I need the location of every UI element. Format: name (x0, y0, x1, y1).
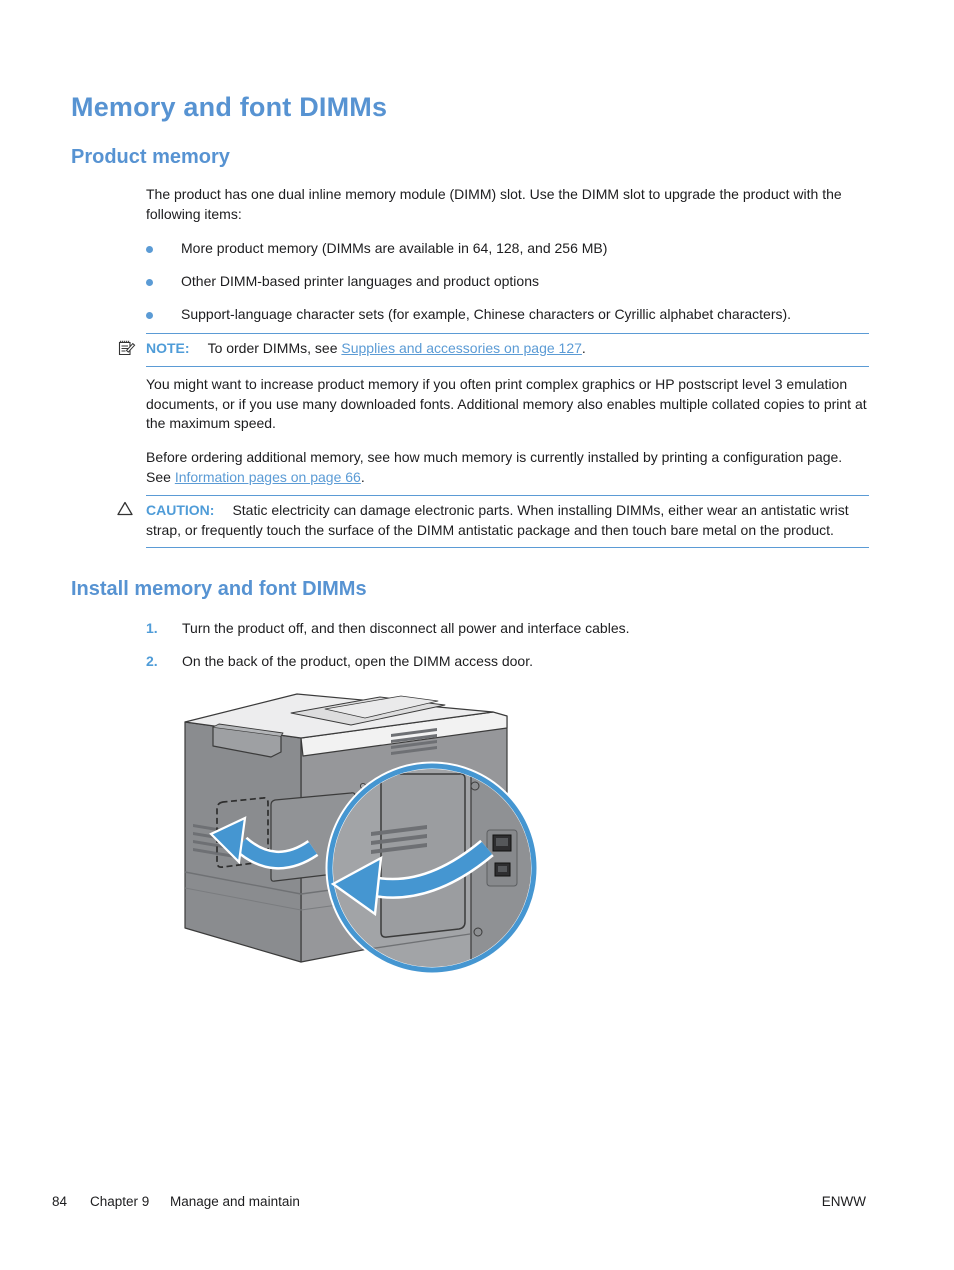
intro-paragraph: The product has one dual inline memory module (DIMM) slot. Use the DIMM slot to upgrade the product with the following items: (146, 186, 842, 222)
footer-page-number: 84 (52, 1194, 68, 1209)
footer-enww-label: ENWW (821, 1194, 866, 1209)
caution-label: CAUTION: (146, 502, 215, 518)
caution-triangle-icon (117, 501, 133, 522)
bullet-text: Other DIMM-based printer languages and product options (181, 273, 539, 289)
step-item (146, 619, 876, 638)
footer-chapter-title: Manage and maintain (170, 1194, 300, 1209)
note-text: To order DIMMs, see (207, 340, 342, 356)
section-heading-install: Install memory and font DIMMs (71, 578, 367, 600)
note-callout (146, 333, 869, 367)
memory-paragraph: You might want to increase product memory if you often print complex graphics or HP postscript level 3 emulation documents, or if you use many downloaded fonts. Additional memory also enables multiple collated copies to print at the maximum speed. (146, 376, 867, 431)
note-icon (117, 339, 136, 363)
bullet-icon (146, 312, 153, 319)
ethernet-port-icon (493, 835, 511, 851)
usb-port-icon (495, 863, 510, 876)
step-number: 1. (146, 620, 158, 636)
page-title: Memory and font DIMMs (71, 92, 388, 122)
step-number: 2. (146, 653, 158, 669)
information-pages-link[interactable]: Information pages on page 66 (174, 468, 361, 485)
step-item (146, 652, 876, 671)
config-text: Before ordering additional memory, see how much memory is currently installed by printing a configuration page. See (146, 449, 843, 485)
bullet-icon (146, 246, 153, 253)
bullet-text: More product memory (DIMMs are available in 64, 128, and 256 MB) (181, 240, 608, 256)
footer-chapter-label: Chapter 9 (90, 1194, 150, 1209)
section-heading-product-memory: Product memory (71, 146, 230, 168)
note-label: NOTE: (146, 340, 190, 356)
step-text: Turn the product off, and then disconnect all power and interface cables. (182, 620, 630, 636)
config-text-end: . (360, 468, 365, 485)
supplies-accessories-link[interactable]: Supplies and accessories on page 127 (341, 340, 582, 356)
page-footer (0, 1194, 954, 1214)
bullet-item (146, 272, 876, 291)
config-paragraph (146, 448, 869, 487)
bullet-text: Support-language character sets (for example, Chinese characters or Cyrillic alphabet characters). (181, 306, 792, 322)
bullet-item (146, 239, 876, 258)
bullet-icon (146, 279, 153, 286)
caution-callout (146, 495, 869, 548)
printer-back-illustration (175, 682, 545, 1002)
note-text-end: . (581, 340, 586, 356)
bullet-item (146, 305, 876, 324)
step-text: On the back of the product, open the DIMM access door. (182, 653, 533, 669)
caution-text: Static electricity can damage electronic parts. When installing DIMMs, either wear an antistatic wrist strap, or frequently touch the surface of the DIMM antistatic package and then touch bare metal on the product. (146, 502, 849, 538)
